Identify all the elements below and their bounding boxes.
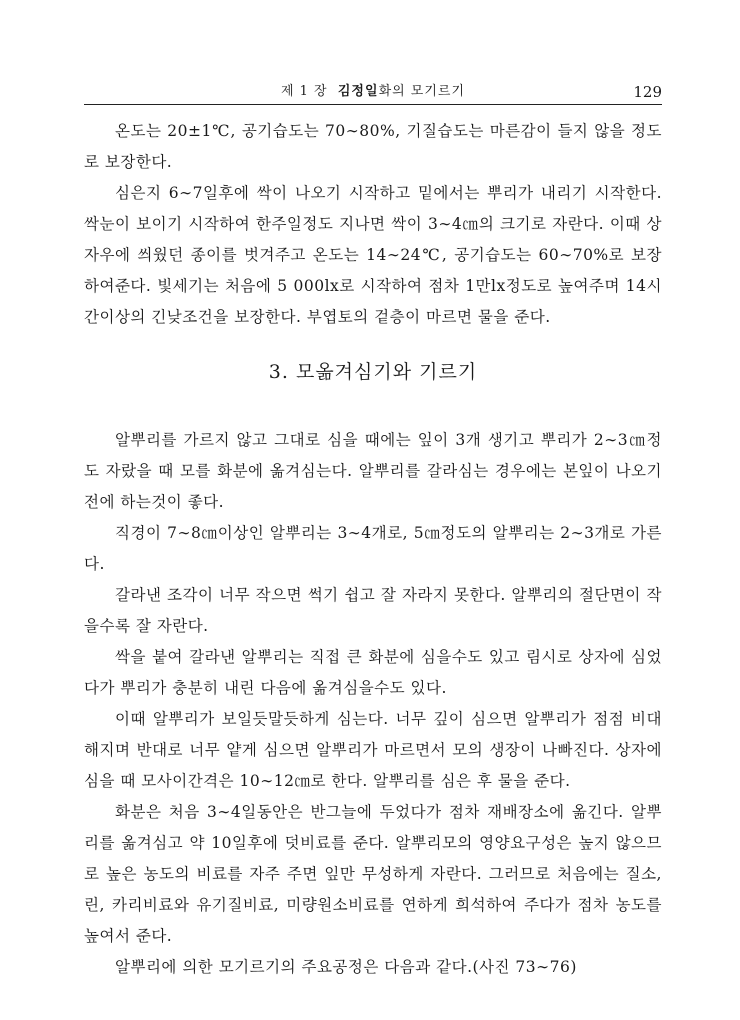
title-rest: 화의 모기르기 (378, 84, 466, 99)
paragraph: 갈라낸 조각이 너무 작으면 썩기 쉽고 잘 자라지 못한다. 알뿌리의 절단면이 작을수록 잘 자란다. (84, 586, 662, 635)
paragraph: 알뿌리에 의한 모기르기의 주요공정은 다음과 같다.(사진 73∼76) (115, 958, 577, 976)
title-bold: 김정일 (337, 84, 379, 99)
section-heading: 3. 모옮겨심기와 기르기 (268, 361, 478, 383)
paragraph: 알뿌리를 가르지 않고 그대로 심을 때에는 잎이 3개 생기고 뿌리가 2∼3㎝정도 자랐을 때 모를 화분에 옮겨심는다. 알뿌리를 갈라심는 경우에는 본잎이 나오기 전에 하는것이 좋다. (84, 431, 662, 511)
paragraph: 화분은 처음 3∼4일동안은 반그늘에 두었다가 점차 재배장소에 옮긴다. 알뿌리를 옮겨심고 약 10일후에 덧비료를 준다. 알뿌리모의 영양요구성은 높지 않으므로 높은 농도의 비료를 자주 주면 잎만 무성하게 자란다. 그러므로 처음에는 질소, 린, 카리비료와 유기질비료, 미량원소비료를 연하게 희석하여 주다가 점차 농도를 높여서 준다. (84, 803, 662, 945)
page-header (84, 82, 662, 105)
chapter-label: 제 1 장 (280, 84, 328, 99)
paragraph: 직경이 7∼8㎝이상인 알뿌리는 3∼4개로, 5㎝정도의 알뿌리는 2∼3개로 가른다. (84, 524, 662, 573)
paragraph: 심은지 6∼7일후에 싹이 나오기 시작하고 밑에서는 뿌리가 내리기 시작한다. 싹눈이 보이기 시작하여 한주일정도 지나면 싹이 3∼4㎝의 크기로 자란다. 이때 상자우에 씌웠던 종이를 벗겨주고 온도는 14∼24℃, 공기습도는 60∼70%로 보장하여준다. 빛세기는 처음에 5 000lx로 시작하여 점차 1만lx정도로 높여주며 14시간이상의 긴낮조건을 보장한다. 부엽토의 겉층이 마르면 물을 준다. (84, 184, 662, 326)
paragraph: 온도는 20±1℃, 공기습도는 70∼80%, 기질습도는 마른감이 들지 않을 정도로 보장한다. (84, 122, 662, 171)
page-number: 129 (633, 83, 662, 101)
running-title (84, 82, 662, 102)
page-body (84, 116, 662, 983)
paragraph: 싹을 붙여 갈라낸 알뿌리는 직접 큰 화분에 심을수도 있고 림시로 상자에 심었다가 뿌리가 충분히 내린 다음에 옮겨심을수도 있다. (84, 648, 662, 697)
paragraph: 이때 알뿌리가 보일듯말듯하게 심는다. 너무 깊이 심으면 알뿌리가 점점 비대해지며 반대로 너무 얕게 심으면 알뿌리가 마르면서 모의 생장이 나빠진다. 상자에 심을 때 모사이간격은 10∼12㎝로 한다. 알뿌리를 심은 후 물을 준다. (84, 710, 662, 790)
